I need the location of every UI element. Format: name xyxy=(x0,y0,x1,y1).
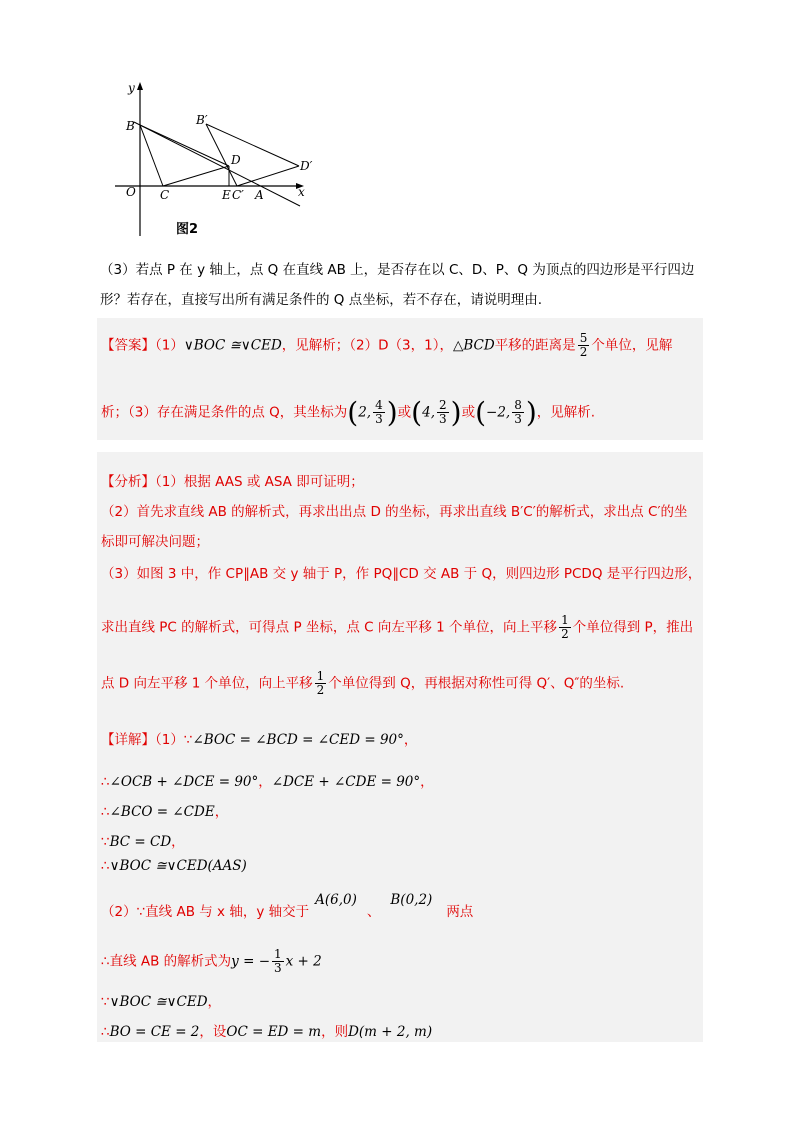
line-ab xyxy=(134,122,300,206)
detail-tag: 【详解】 xyxy=(101,732,155,748)
point-a: A(6,0) xyxy=(315,892,357,908)
question3-line2: 形？若存在，直接写出所有满足条件的 Q 点坐标，若不存在，请说明理由. xyxy=(100,292,542,308)
analysis-line4: （3）如图 3 中，作 CP∥AB 交 y 轴于 P，作 PQ∥CD 交 AB 于 Q，则四边形 PCDQ 是平行四边形， xyxy=(101,566,702,582)
fraction-half-2: $\frac{1}{2}$ xyxy=(316,669,325,697)
detail-line2: ∴∠OCB + ∠DCE = 90°，∠DCE + ∠CDE = 90°， xyxy=(101,774,434,790)
label-a: A xyxy=(255,188,264,202)
analysis-tag: 【分析】 xyxy=(101,474,155,490)
coord2-fraction: $\frac{2}{3}$ xyxy=(439,398,447,426)
congruence-expr: ∨BOC ≅∨CED xyxy=(183,337,282,354)
analysis-line1: 【分析】（1）根据 AAS 或 ASA 即可证明； xyxy=(101,474,364,490)
label-x: x xyxy=(298,185,305,199)
detail-line4: ∵BC = CD， xyxy=(101,834,185,850)
coordinate-figure xyxy=(100,78,315,243)
detail-line7: ∴直线 AB 的解析式为y = − $\frac{1}{3}$ x + 2 xyxy=(101,947,322,975)
detail-line5: ∴∨BOC ≅∨CED(AAS) xyxy=(101,858,247,874)
fraction-half-1: $\frac{1}{2}$ xyxy=(561,613,569,641)
segment-cd xyxy=(163,166,229,186)
detail-line1: 【详解】（1）∵∠BOC = ∠BCD = ∠CED = 90°， xyxy=(101,732,418,748)
triangle-bcd: △BCD xyxy=(452,337,495,354)
coord3-fraction: $\frac{8}{3}$ xyxy=(514,398,522,426)
detail-line8: ∵∨BOC ≅∨CED， xyxy=(101,994,222,1010)
label-dprime: D′ xyxy=(300,159,313,173)
segment-bprime-dprime xyxy=(206,124,299,166)
label-y: y xyxy=(128,81,135,95)
question3-line1: （3）若点 P 在 y 轴上，点 Q 在直线 AB 上，是否存在以 C、D、P、Q 为顶点的四边形是平行四边 xyxy=(100,262,695,278)
analysis-line5: 求出直线 PC 的解析式，可得点 P 坐标，点 C 向左平移 1 个单位，向上平移 $\frac{1}{2}$ 个单位得到 P，推出 xyxy=(101,613,694,641)
analysis-line2: （2）首先求直线 AB 的解析式，再求出出点 D 的坐标，再求出直线 B′C′的解析式，求出点 C′的坐 xyxy=(101,504,688,520)
label-cprime: C′ xyxy=(232,188,244,202)
y-axis-arrow xyxy=(137,82,143,90)
segment-cprime-dprime xyxy=(237,166,299,186)
label-d: D xyxy=(231,153,241,167)
fraction-5-2: $\frac{5}{2}$ xyxy=(579,331,588,359)
analysis-line6: 点 D 向左平移 1 个单位，向上平移 $\frac{1}{2}$ 个单位得到 Q，再根据对称性可得 Q′、Q″的坐标. xyxy=(101,669,625,697)
answer-line2: 析；（3）存在满足条件的点 Q，其坐标为(2, $\frac{4}{3}$ )或(4, $\frac{2}{3}$ )或(−2, $\frac{8}{3}$ )，见解析. xyxy=(101,396,596,429)
figure-caption: 图2 xyxy=(176,222,199,237)
coord1-fraction: $\frac{4}{3}$ xyxy=(375,398,383,426)
point-b: B(0,2) xyxy=(390,892,433,908)
detail-line6: （2）∵直线 AB 与 x 轴，y 轴交于A(6,0)、B(0,2)两点 xyxy=(101,892,474,920)
label-o: O xyxy=(126,185,136,199)
answer-line1: 【答案】（1）∨BOC ≅∨CED，见解析；（2）D（3，1），△BCD平移的距离是 $\frac{5}{2}$ 个单位，见解 xyxy=(101,331,673,359)
analysis-line3: 标即可解决问题； xyxy=(101,534,209,550)
label-bprime: B′ xyxy=(196,113,208,127)
answer-tag: 【答案】 xyxy=(101,337,155,354)
label-b: B xyxy=(126,119,135,133)
detail-line9: ∴BO = CE = 2，设OC = ED = m，则D(m + 2, m) xyxy=(101,1024,433,1040)
detail-line3: ∴∠BCO = ∠CDE， xyxy=(101,804,229,820)
fraction-one-third: $\frac{1}{3}$ xyxy=(274,947,282,975)
label-e: E xyxy=(222,188,231,202)
label-c: C xyxy=(160,188,170,202)
